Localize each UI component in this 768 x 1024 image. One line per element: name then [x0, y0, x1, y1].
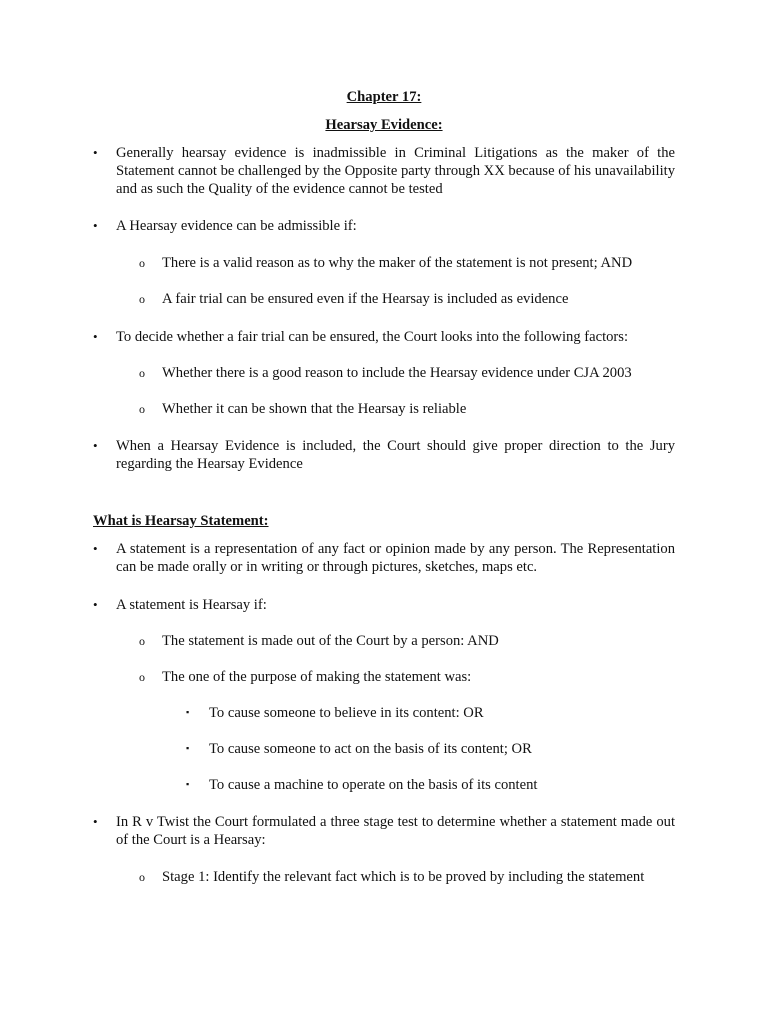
list-item-text: To cause a machine to operate on the basis of its content [209, 777, 538, 793]
list-item-text: Whether there is a good reason to include the Hearsay evidence under CJA 2003 [162, 365, 632, 381]
circle-marker: o [139, 870, 145, 884]
square-marker: ▪ [186, 743, 190, 753]
square-marker: ▪ [186, 707, 190, 717]
bullet-marker: • [93, 597, 98, 612]
subsection-title: What is Hearsay Statement: [93, 513, 269, 529]
circle-marker: o [139, 634, 145, 648]
bullet-marker: • [93, 814, 98, 829]
bullet-marker: • [93, 438, 98, 453]
circle-marker: o [139, 402, 145, 416]
list-item-text: A fair trial can be ensured even if the Hearsay is included as evidence [162, 291, 569, 307]
list-item-text: Stage 1: Identify the relevant fact which is to be proved by including the statement [162, 869, 645, 885]
list-item-text: The one of the purpose of making the statement was: [162, 669, 472, 685]
bullet-marker: • [93, 541, 98, 556]
list-item-text: In R v Twist the Court formulated a three stage test to determine whether a statement made out of the Court is a Hearsay: [116, 814, 675, 848]
list-item-text: There is a valid reason as to why the maker of the statement is not present; AND [162, 255, 633, 271]
list-item-text: Generally hearsay evidence is inadmissible in Criminal Litigations as the maker of the Statement cannot be challenged by the Opposite party through XX because of his unavailability and as such the Quality of the evidence cannot be tested [116, 145, 675, 197]
list-item-text: The statement is made out of the Court by a person: AND [162, 633, 499, 649]
list-item-text: A statement is a representation of any fact or opinion made by any person. The Representation can be made orally or in writing or through pictures, sketches, maps etc. [116, 541, 675, 575]
list-item-text: A Hearsay evidence can be admissible if: [116, 218, 357, 234]
circle-marker: o [139, 366, 145, 380]
square-marker: ▪ [186, 779, 190, 789]
list-item-text: To decide whether a fair trial can be ensured, the Court looks into the following factors: [116, 329, 629, 345]
circle-marker: o [139, 292, 145, 306]
chapter-title: Chapter 17: [346, 89, 422, 105]
list-item-text: To cause someone to believe in its content: OR [209, 705, 484, 721]
bullet-marker: • [93, 145, 98, 160]
bullet-marker: • [93, 329, 98, 344]
list-item-text: A statement is Hearsay if: [116, 597, 267, 613]
list-item-text: When a Hearsay Evidence is included, the Court should give proper direction to the Jury regarding the Hearsay Evidence [116, 438, 675, 472]
circle-marker: o [139, 670, 145, 684]
section-title: Hearsay Evidence: [325, 117, 443, 133]
list-item-text: To cause someone to act on the basis of its content; OR [209, 741, 532, 757]
bullet-marker: • [93, 218, 98, 233]
circle-marker: o [139, 256, 145, 270]
list-item-text: Whether it can be shown that the Hearsay is reliable [162, 401, 467, 417]
